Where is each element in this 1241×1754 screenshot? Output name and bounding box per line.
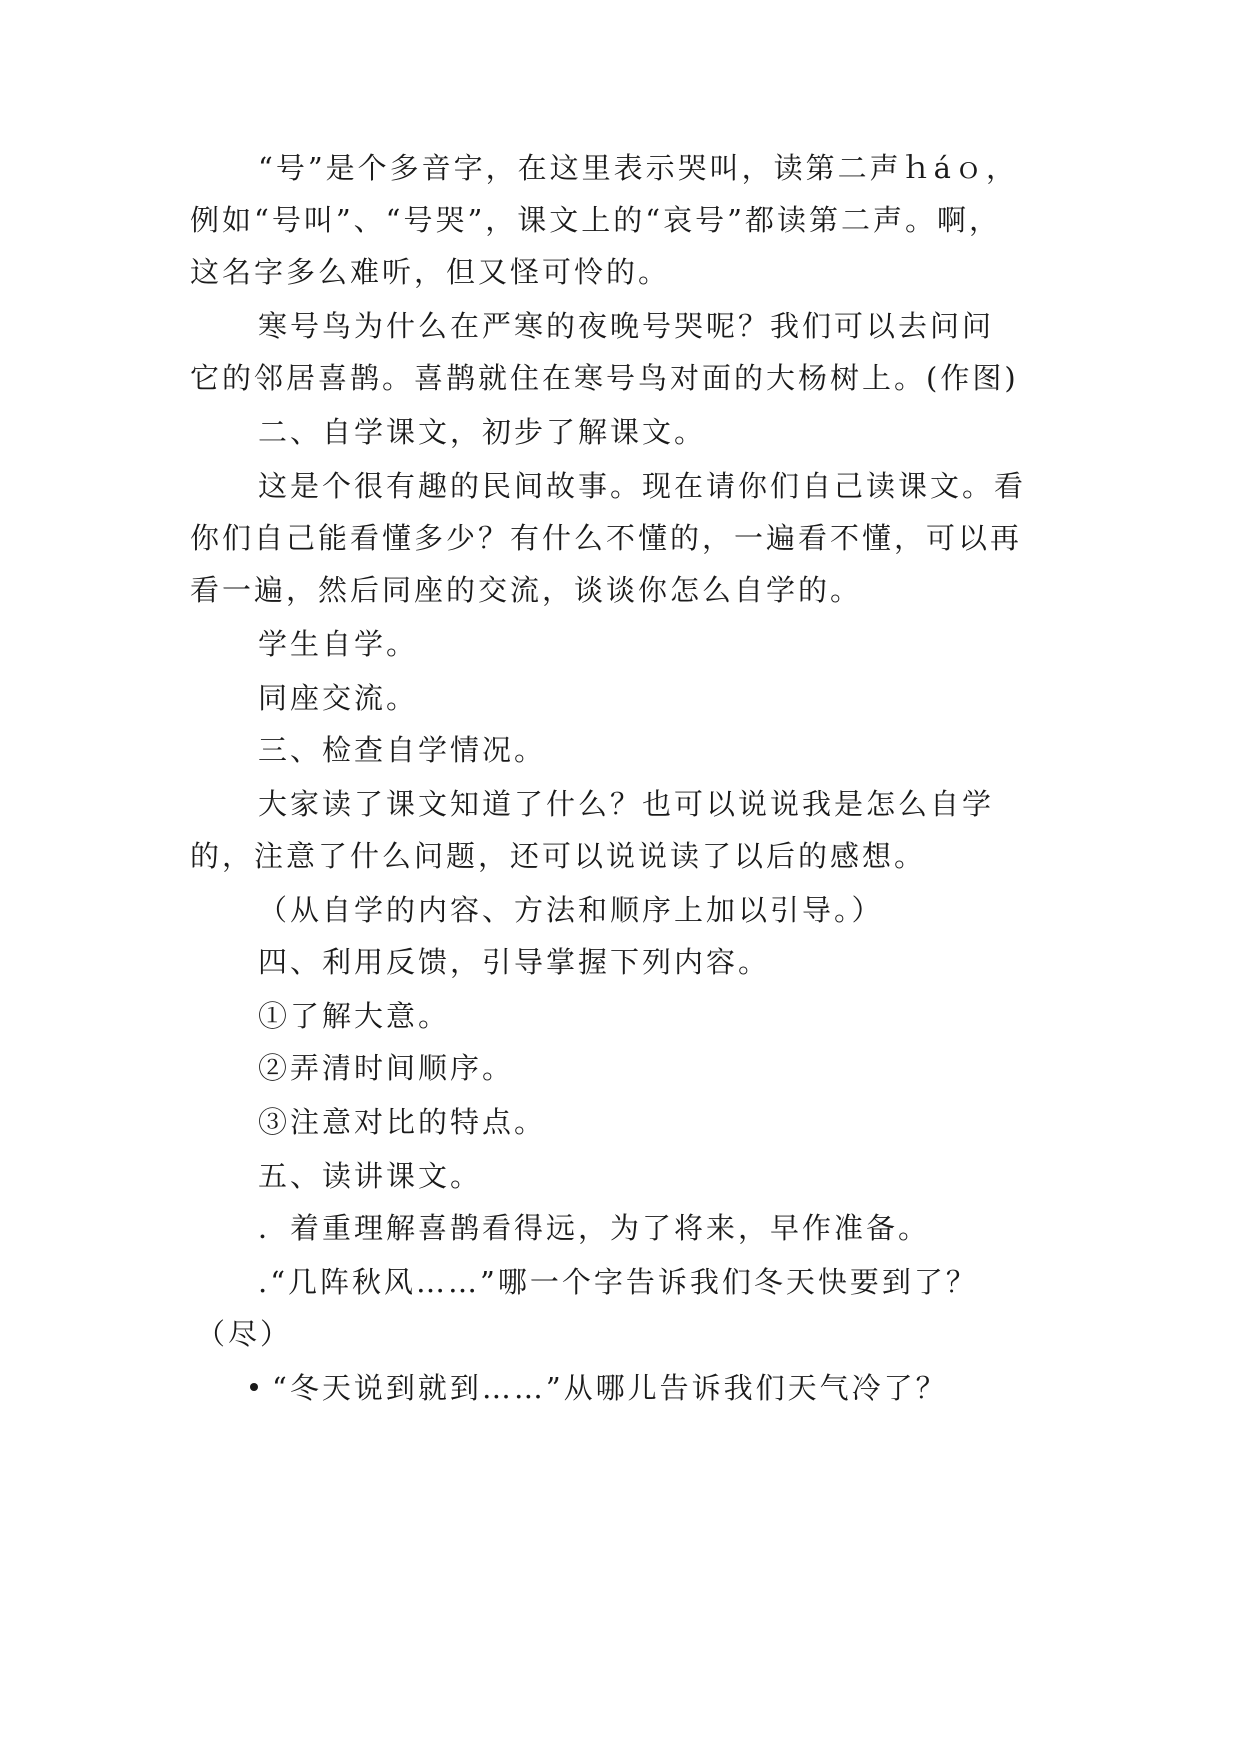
paragraph-line: 你们自己能看懂多少？有什么不懂的，一遍看不懂，可以再 [190, 521, 1023, 555]
section-heading: 四、利用反馈，引导掌握下列内容。 [258, 945, 771, 979]
section-heading: 五、读讲课文。 [258, 1159, 483, 1193]
section-heading: 二、自学课文，初步了解课文。 [258, 415, 707, 449]
bullet-text: “冬天说到就到……”从哪儿告诉我们天气冷了？ [272, 1371, 948, 1405]
list-item: ②弄清时间顺序。 [258, 1051, 515, 1085]
paragraph-line: 学生自学。 [258, 627, 419, 661]
paragraph-line: “号”是个多音字，在这里表示哭叫，读第二声ｈáｏ， [258, 151, 1018, 185]
list-item: ①了解大意。 [258, 999, 451, 1033]
paragraph-line: （从自学的内容、方法和顺序上加以引导。） [258, 893, 884, 927]
paragraph-line: 它的邻居喜鹊。喜鹊就住在寒号鸟对面的大杨树上。(作图) [190, 361, 1019, 395]
bullet-line [250, 1370, 1070, 1406]
bullet-icon [250, 1383, 258, 1391]
paragraph-line: .“几阵秋风……”哪一个字告诉我们冬天快要到了？ [258, 1265, 978, 1299]
paragraph-line: 看一遍，然后同座的交流，谈谈你怎么自学的。 [190, 573, 863, 607]
section-heading: 三、检查自学情况。 [258, 733, 547, 767]
paragraph-line: 这是个很有趣的民间故事。现在请你们自己读课文。看 [258, 469, 1027, 503]
paragraph-line: 例如“号叫”、“号哭”，课文上的“哀号”都读第二声。啊， [190, 203, 1001, 237]
list-item: ③注意对比的特点。 [258, 1105, 547, 1139]
paragraph-line: 寒号鸟为什么在严寒的夜晚号哭呢？我们可以去问问 [258, 309, 995, 343]
paragraph-line: ．着重理解喜鹊看得远，为了将来，早作准备。 [258, 1211, 931, 1245]
paragraph-line: 大家读了课文知道了什么？也可以说说我是怎么自学 [258, 787, 995, 821]
paragraph-line: 同座交流。 [258, 681, 419, 715]
paragraph-line: 的，注意了什么问题，还可以说说读了以后的感想。 [190, 839, 927, 873]
paragraph-line: 这名字多么难听，但又怪可怜的。 [190, 255, 671, 289]
paragraph-line: （尽） [196, 1317, 293, 1351]
